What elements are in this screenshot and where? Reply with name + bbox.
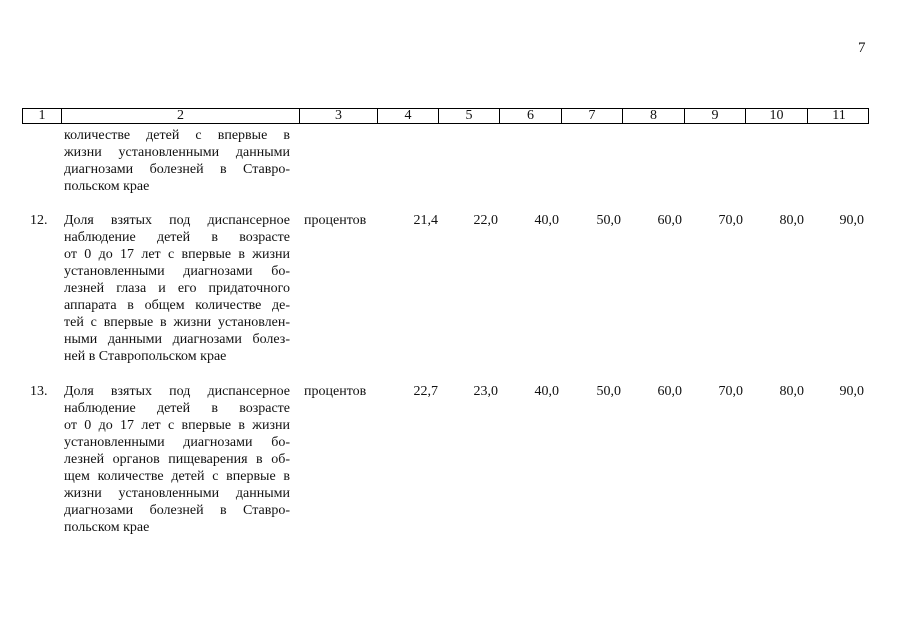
value-col-11: 90,0 (839, 384, 864, 399)
header-col-5: 5 (438, 109, 499, 123)
value-col-9: 70,0 (718, 384, 743, 399)
desc-line: лезней органов пищеварения в об- (64, 452, 290, 467)
desc-line: количестве детей с впервые в (64, 128, 290, 143)
value-col-7: 50,0 (596, 384, 621, 399)
desc-line: жизни установленными данными (64, 486, 290, 501)
table-header-row (22, 108, 869, 124)
header-col-1: 1 (38, 108, 46, 123)
value-col-4: 22,7 (413, 384, 438, 399)
desc-line: польском крае (64, 179, 150, 194)
desc-line: установленными диагнозами бо- (64, 264, 290, 279)
desc-line: Доля взятых под диспансерное (64, 384, 290, 399)
desc-line: ней в Ставропольском крае (64, 349, 227, 364)
desc-line: Доля взятых под диспансерное (64, 213, 290, 228)
desc-line: диагнозами болезней в Ставро- (64, 162, 290, 177)
row-unit: процентов (304, 213, 367, 228)
desc-line: диагнозами болезней в Ставро- (64, 503, 290, 518)
desc-line: лезней глаза и его придаточного (64, 281, 290, 296)
desc-line: наблюдение детей в возрасте (64, 230, 290, 245)
value-col-5: 23,0 (473, 384, 498, 399)
header-col-11: 11 (807, 109, 870, 123)
header-col-9: 9 (684, 109, 745, 123)
desc-line: жизни установленными данными (64, 145, 290, 160)
desc-line: щем количестве детей с впервые в (64, 469, 290, 484)
header-col-4: 4 (377, 109, 438, 123)
desc-line: ными данными диагнозами болез- (64, 332, 290, 347)
header-col-3: 3 (299, 109, 377, 123)
value-col-7: 50,0 (596, 213, 621, 228)
value-col-5: 22,0 (473, 213, 498, 228)
row-description (64, 383, 290, 536)
header-col-10: 10 (745, 109, 807, 123)
value-col-11: 90,0 (839, 213, 864, 228)
header-col-8: 8 (622, 109, 684, 123)
desc-line: от 0 до 17 лет с впервые в жизни (64, 418, 290, 433)
row-description (64, 127, 290, 195)
row-description (64, 212, 290, 365)
value-col-4: 21,4 (413, 213, 438, 228)
desc-line: установленными диагнозами бо- (64, 435, 290, 450)
header-col-7: 7 (561, 109, 622, 123)
desc-line: тей с впервые в жизни установлен- (64, 315, 290, 330)
desc-line: польском крае (64, 520, 150, 535)
value-col-6: 40,0 (534, 213, 559, 228)
value-col-10: 80,0 (779, 213, 804, 228)
value-col-8: 60,0 (657, 384, 682, 399)
value-col-10: 80,0 (779, 384, 804, 399)
desc-line: аппарата в общем количестве де- (64, 298, 290, 313)
header-col-6: 6 (499, 109, 561, 123)
value-col-9: 70,0 (718, 213, 743, 228)
desc-line: наблюдение детей в возрасте (64, 401, 290, 416)
row-unit: процентов (304, 384, 367, 399)
page-number: 7 (858, 40, 866, 56)
row-number: 13. (30, 384, 48, 399)
desc-line: от 0 до 17 лет с впервые в жизни (64, 247, 290, 262)
value-col-8: 60,0 (657, 213, 682, 228)
row-number: 12. (30, 213, 48, 228)
header-col-2: 2 (61, 109, 299, 123)
value-col-6: 40,0 (534, 384, 559, 399)
